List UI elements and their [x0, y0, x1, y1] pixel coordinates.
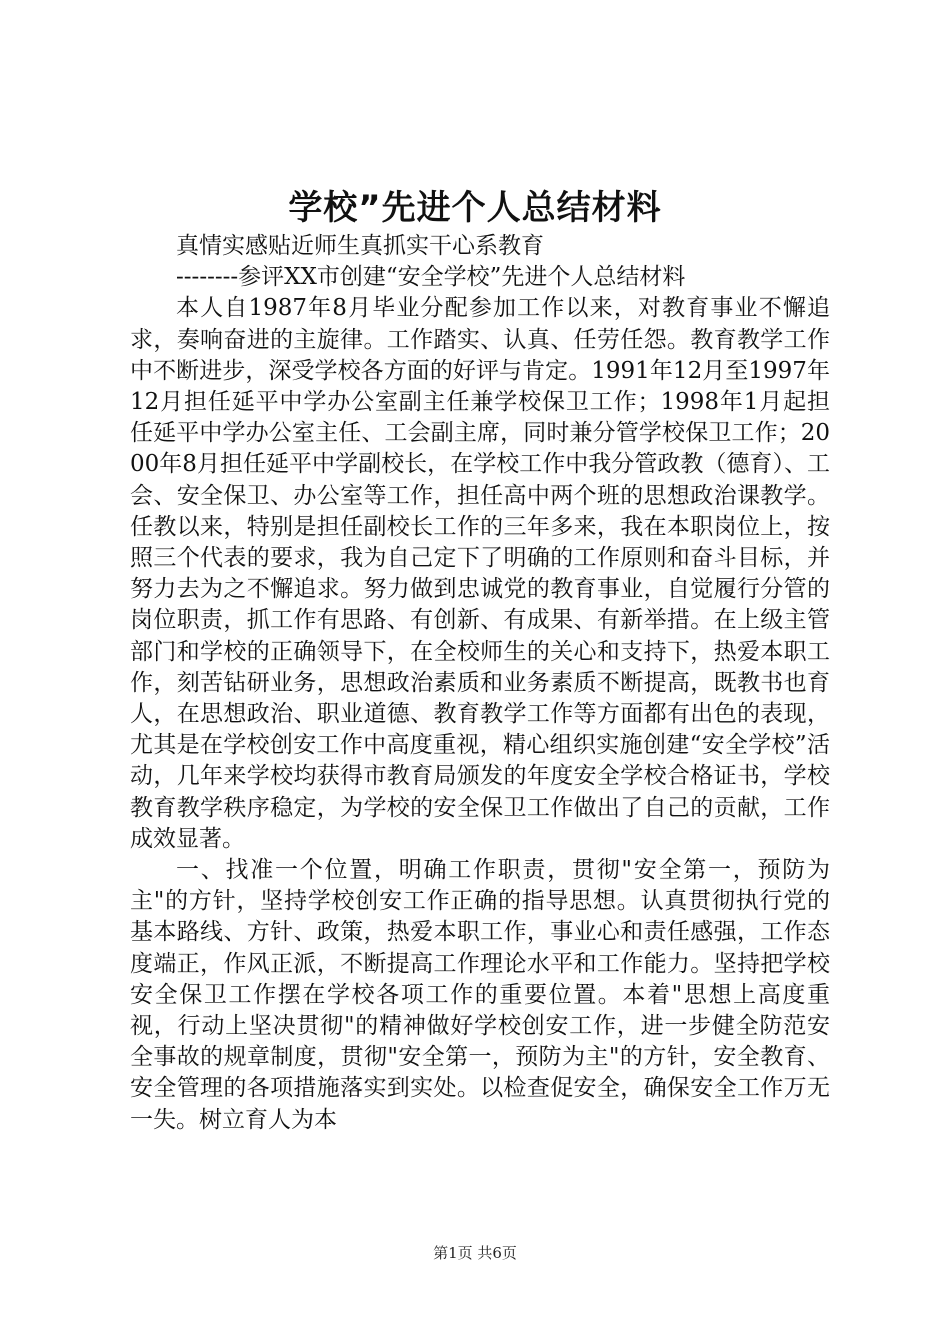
document-body [130, 231, 830, 1136]
body-paragraph-2: 一、找准一个位置，明确工作职责，贯彻"安全第一，预防为主"的方针，坚持学校创安工作正确的指导思想。认真贯彻执行党的基本路线、方针、政策，热爱本职工作，事业心和责任感强，工作态度端正，作风正派，不断提高工作理论水平和工作能力。坚持把学校安全保卫工作摆在学校各项工作的重要位置。本着"思想上高度重视，行动上坚决贯彻"的精神做好学校创安工作，进一步健全防范安全事故的规章制度，贯彻"安全第一，预防为主"的方针，安全教育、安全管理的各项措施落实到实处。以检查促安全，确保安全工作万无一失。树立育人为本 [130, 857, 830, 1133]
document-subheading: --------参评XX市创建“安全学校”先进个人总结材料 [176, 264, 686, 291]
document-title: 学校”先进个人总结材料 [288, 188, 662, 228]
page-number-footer: 第1页 共6页 [433, 1244, 517, 1262]
body-paragraph-1: 本人自1987年8月毕业分配参加工作以来，对教育事业不懈追求，奏响奋进的主旋律。工作踏实、认真、任劳任怨。教育教学工作中不断进步，深受学校各方面的好评与肯定。1991年12月至1997年12月担任延平中学办公室副主任兼学校保卫工作；1998年1月起担任延平中学办公室主任、工会副主席，同时兼分管学校保卫工作；2000年8月担任延平中学副校长，在学校工作中我分管政教（德育）、工会、安全保卫、办公室等工作，担任高中两个班的思想政治课教学。任教以来，特别是担任副校长工作的三年多来，我在本职岗位上，按照三个代表的要求，我为自己定下了明确的工作原则和奋斗目标，并努力去为之不懈追求。努力做到忠诚党的教育事业，自觉履行分管的岗位职责，抓工作有思路、有创新、有成果、有新举措。在上级主管部门和学校的正确领导下，在全校师生的关心和支持下，热爱本职工作，刻苦钻研业务，思想政治素质和业务素质不断提高，既教书也育人，在思想政治、职业道德、教育教学工作等方面都有出色的表现，尤其是在学校创安工作中高度重视，精心组织实施创建“安全学校”活动，几年来学校均获得市教育局颁发的年度安全学校合格证书，学校教育教学秩序稳定，为学校的安全保卫工作做出了自己的贡献，工作成效显著。 [130, 295, 830, 852]
document-subtitle: 真情实感贴近师生真抓实干心系教育 [176, 233, 544, 259]
